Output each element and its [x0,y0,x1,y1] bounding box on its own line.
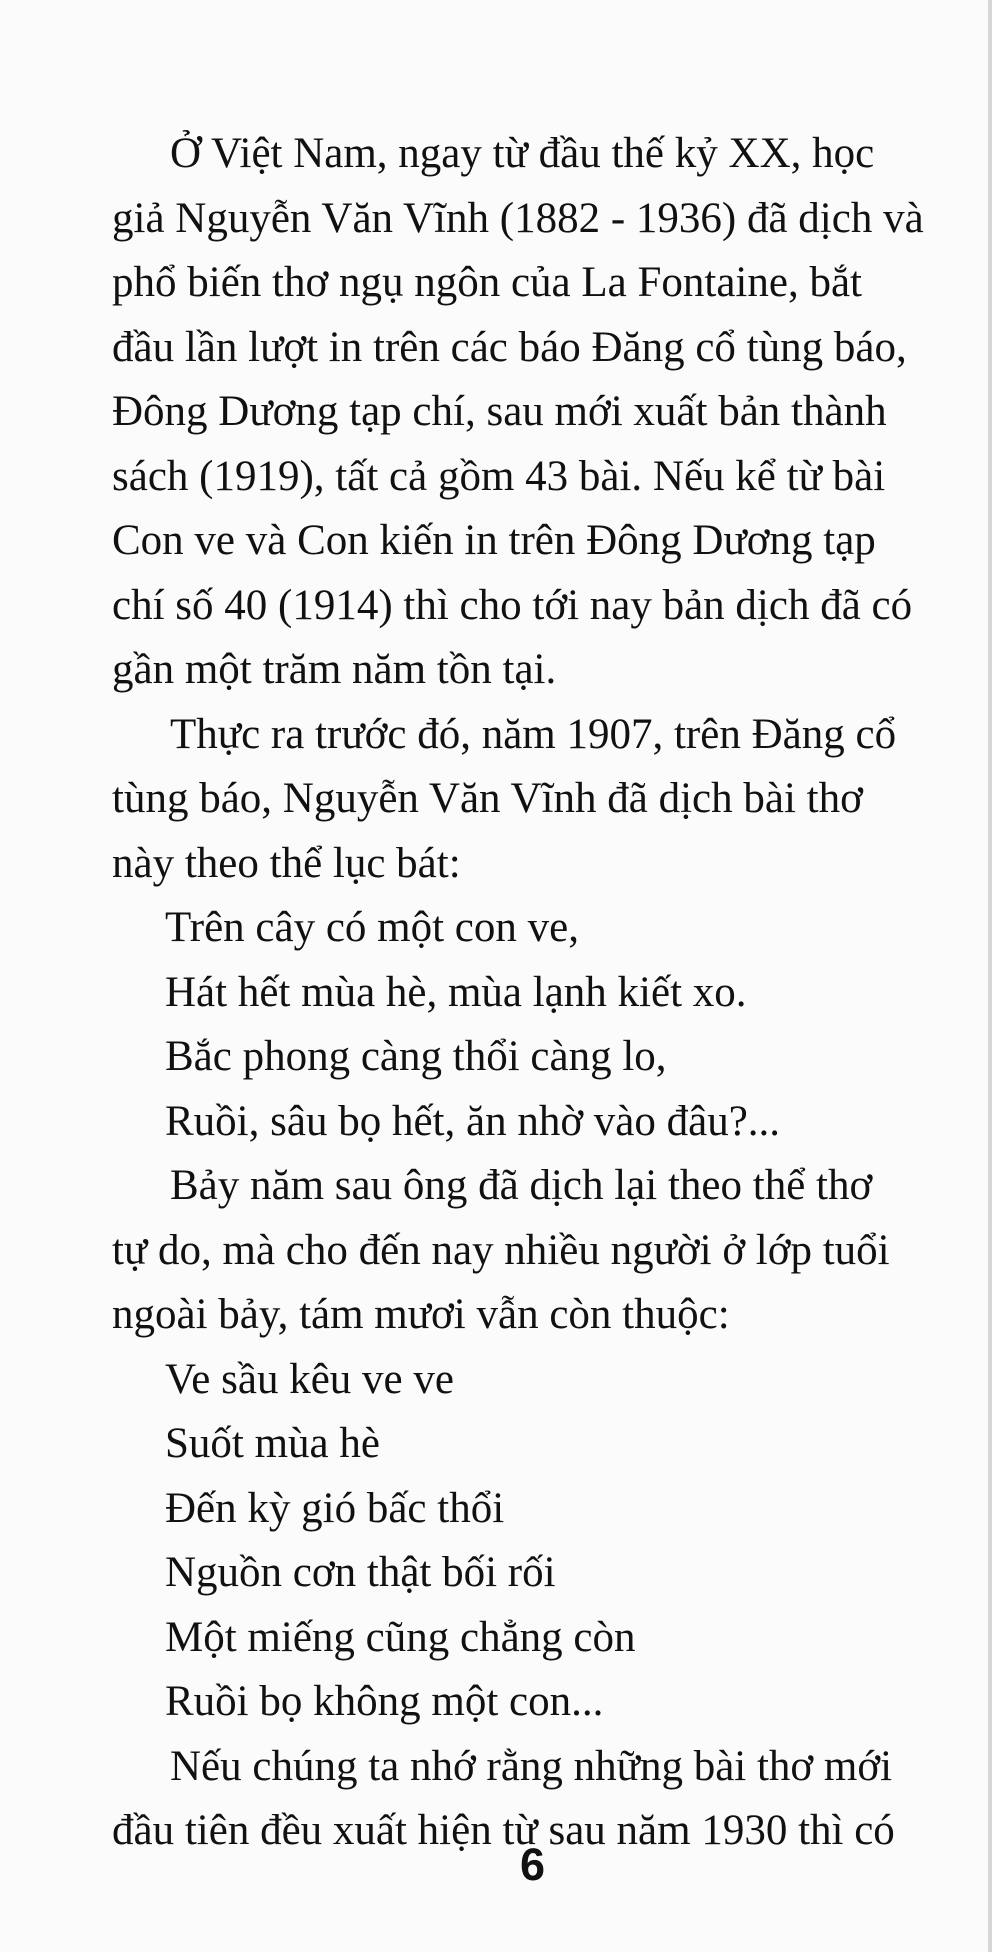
paragraph-1-line-8: chí số 40 (1914) thì cho tới nay bản dịch đã có [112,581,913,629]
poem-2-line-4: Nguồn cơn thật bối rối [165,1549,556,1596]
paragraph-1-line-1: Ở Việt Nam, ngay từ đầu thế kỷ XX, học [170,130,875,177]
poem-2-line-6: Ruồi bọ không một con... [165,1678,604,1725]
paragraph-2-line-1: Thực ra trước đó, năm 1907, trên Đăng cổ [170,710,897,758]
paragraph-1-line-7: Con ve và Con kiến in trên Đông Dương tạp [112,517,876,564]
paragraph-4-line-1: Nếu chúng ta nhớ rằng những bài thơ mới [170,1742,893,1790]
paragraph-3-line-3: ngoài bảy, tám mươi vẫn còn thuộc: [112,1291,730,1338]
poem-2-line-3: Đến kỳ gió bấc thổi [165,1484,505,1532]
poem-2-line-2: Suốt mùa hè [165,1420,380,1467]
paragraph-3-line-2: tự do, mà cho đến nay nhiều người ở lớp tuổi [112,1226,890,1274]
poem-1-line-1: Trên cây có một con ve, [165,904,579,951]
page-number: 6 [520,1839,546,1890]
paragraph-2-line-3: này theo thể lục bát: [112,839,461,887]
paragraph-1-line-9: gần một trăm năm tồn tại. [112,646,557,693]
poem-2-line-5: Một miếng cũng chẳng còn [165,1613,636,1661]
paragraph-2-line-2: tùng báo, Nguyễn Văn Vĩnh đã dịch bài thơ [112,775,863,822]
poem-1-line-4: Ruồi, sâu bọ hết, ăn nhờ vào đâu?... [165,1097,781,1145]
poem-1-line-2: Hát hết mùa hè, mùa lạnh kiết xo. [165,968,747,1016]
paragraph-4-line-2: đầu tiên đều xuất hiện từ sau năm 1930 thì có [112,1807,895,1854]
poem-1-line-3: Bắc phong càng thổi càng lo, [165,1033,667,1080]
paragraph-1-line-3: phổ biến thơ ngụ ngôn của La Fontaine, bắt [112,259,863,306]
paragraph-1-line-5: Đông Dương tạp chí, sau mới xuất bản thành [112,388,887,435]
paragraph-3-line-1: Bảy năm sau ông đã dịch lại theo thể thơ [170,1162,873,1209]
paragraph-1-line-6: sách (1919), tất cả gồm 43 bài. Nếu kể từ bài [112,452,886,500]
page-edge [988,0,992,1952]
body-text [112,122,942,1864]
poem-2-line-1: Ve sầu kêu ve ve [165,1355,454,1403]
paragraph-1-line-4: đầu lần lượt in trên các báo Đăng cổ tùng báo, [112,323,907,371]
paragraph-1-line-2: giả Nguyễn Văn Vĩnh (1882 - 1936) đã dịch và [112,194,924,242]
